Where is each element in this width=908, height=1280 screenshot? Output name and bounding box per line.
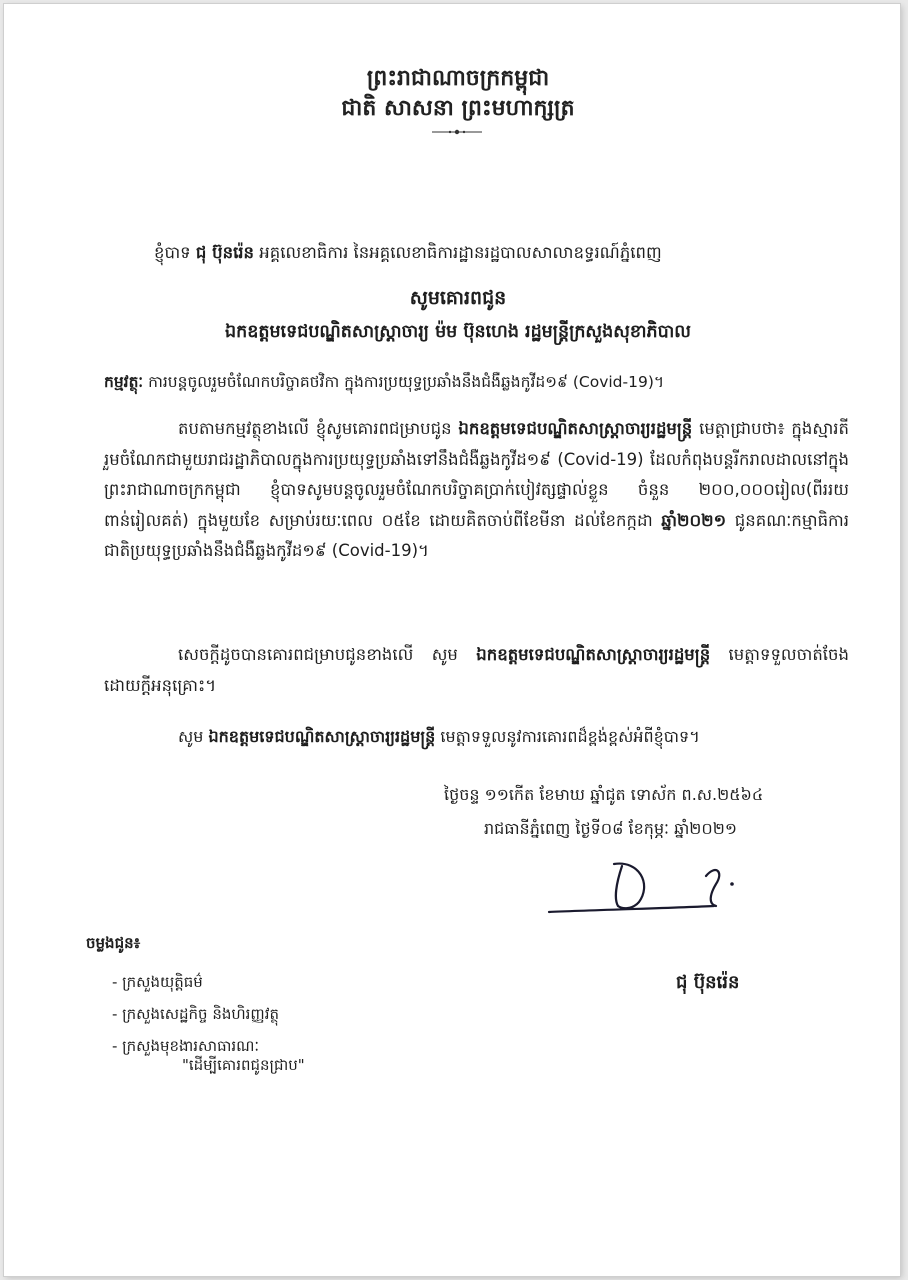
closing-part1: សូម [178, 727, 209, 746]
cc-note: "ដើម្បីគោរពជូនជ្រាប" [182, 1056, 305, 1074]
closing-part2: មេត្តាទទួលនូវការគោរពដ៏ខ្ពង់ខ្ពស់អំពីខ្ញុំបាទ។ [435, 727, 700, 746]
cc-item: - ក្រសួងយុត្តិធម៌ [112, 973, 203, 991]
subject-label: កម្មវត្ថុៈ [104, 373, 144, 391]
cc-heading: ចម្លងជូន៖ [86, 934, 141, 952]
respect-heading: សូមគោរពជូន [409, 287, 507, 309]
cc-list [112, 966, 279, 1062]
signatory-name: ជុ ប៊ុនរ៉េន [676, 972, 740, 993]
document-page [4, 4, 900, 1276]
sender-name: ជុ ប៊ុនរ៉េន [195, 243, 255, 262]
ornament-divider [432, 128, 482, 136]
addressee-line: ឯកឧត្តមទេជបណ្ឌិតសាស្ត្រាចារ្យ ម៉ម ប៊ុនហេង រដ្ឋមន្ត្រីក្រសួងសុខាភិបាល [225, 322, 691, 342]
kingdom-title: ព្រះរាជាណាចក្រកម្ពុជា [366, 66, 550, 91]
national-motto: ជាតិ សាសនា ព្រះមហាក្សត្រ [341, 96, 575, 121]
sender-line [154, 242, 662, 264]
cc-item: - ក្រសួងសេដ្ឋកិច្ច និងហិរញ្ញវត្ថុ [112, 1005, 279, 1023]
para1-bold2: ឆ្នាំ២០២១ [661, 510, 727, 530]
sender-title: អគ្គលេខាធិការ នៃអគ្គលេខាធិការដ្ឋានរដ្ឋបាលសាលាឧទ្ធរណ៍ភ្នំពេញ [254, 243, 662, 262]
body-paragraph-2 [104, 640, 849, 701]
handwritten-signature [544, 854, 754, 924]
subject-text: ការបន្តចូលរួមចំណែកបរិច្ចាគថវិកា ក្នុងការប្រយុទ្ធប្រឆាំងនឹងជំងឺឆ្លងកូវីដ១៩ (Covid-19)។ [143, 373, 665, 391]
para1-bold1: ឯកឧត្តមទេជបណ្ឌិតសាស្ត្រាចារ្យរដ្ឋមន្ត្រី [458, 419, 693, 438]
para2-bold1: ឯកឧត្តមទេជបណ្ឌិតសាស្ត្រាចារ្យរដ្ឋមន្ត្រី [476, 645, 711, 664]
para2-part2: មេត្តាទទួលចាត់ចែងដោយក្តីអនុគ្រោះ។ [104, 645, 849, 695]
closing-bold1: ឯកឧត្តមទេជបណ្ឌិតសាស្ត្រាចារ្យរដ្ឋមន្ត្រី [208, 727, 436, 746]
cc-item: - ក្រសួងមុខងារសាធារណៈ [112, 1037, 260, 1055]
para1-part2: មេត្តាជ្រាបថា៖ ក្នុងស្មារតីរួមចំណែកជាមួយរាជរដ្ឋាភិបាលក្នុងការប្រយុទ្ធប្រឆាំងទៅនឹងជំងឺឆ្លងកូវីដ១៩ (Covid-19) ដែលកំពុងបន្តរីករាលដាលនៅក្នុងព្រះរាជាណាចក្រកម្ពុជា ខ្ញុំបាទសូមបន្តចូលរួមចំណែកបរិច្ចាគប្រាក់បៀវត្សផ្ទាល់ខ្លួន ចំនួន ២០០,០០០រៀល(ពីររយពាន់រៀលគត់) ក្នុងមួយខែ សម្រាប់រយៈពេល ០៥ខែ ដោយគិតចាប់ពីខែមីនា ដល់ខែកក្កដា [104, 419, 849, 530]
para2-part1: សេចក្តីដូចបានគោរពជម្រាបជូនខាងលើ សូម [178, 645, 477, 664]
closing-line [178, 726, 700, 748]
para1-part3: ជូនគណៈកម្មាធិការជាតិប្រយុទ្ធប្រឆាំងនឹងជំងឺឆ្លងកូវីដ១៩ (Covid-19)។ [104, 510, 849, 560]
solar-date: រាជធានីភ្នំពេញ ថ្ងៃទី០៨ ខែកុម្ភៈ ឆ្នាំ២០២១ [484, 819, 737, 838]
sender-prefix: ខ្ញុំបាទ [154, 243, 196, 262]
lunar-date: ថ្ងៃចន្ទ ១១កើត ខែមាឃ ឆ្នាំជូត ទោស័ក ព.ស.២៥៦៤ [444, 785, 764, 804]
body-paragraph-1 [104, 414, 849, 567]
para1-part1: តបតាមកម្មវត្ថុខាងលើ ខ្ញុំសូមគោរពជម្រាបជូន [178, 419, 459, 438]
subject-line [104, 371, 664, 393]
